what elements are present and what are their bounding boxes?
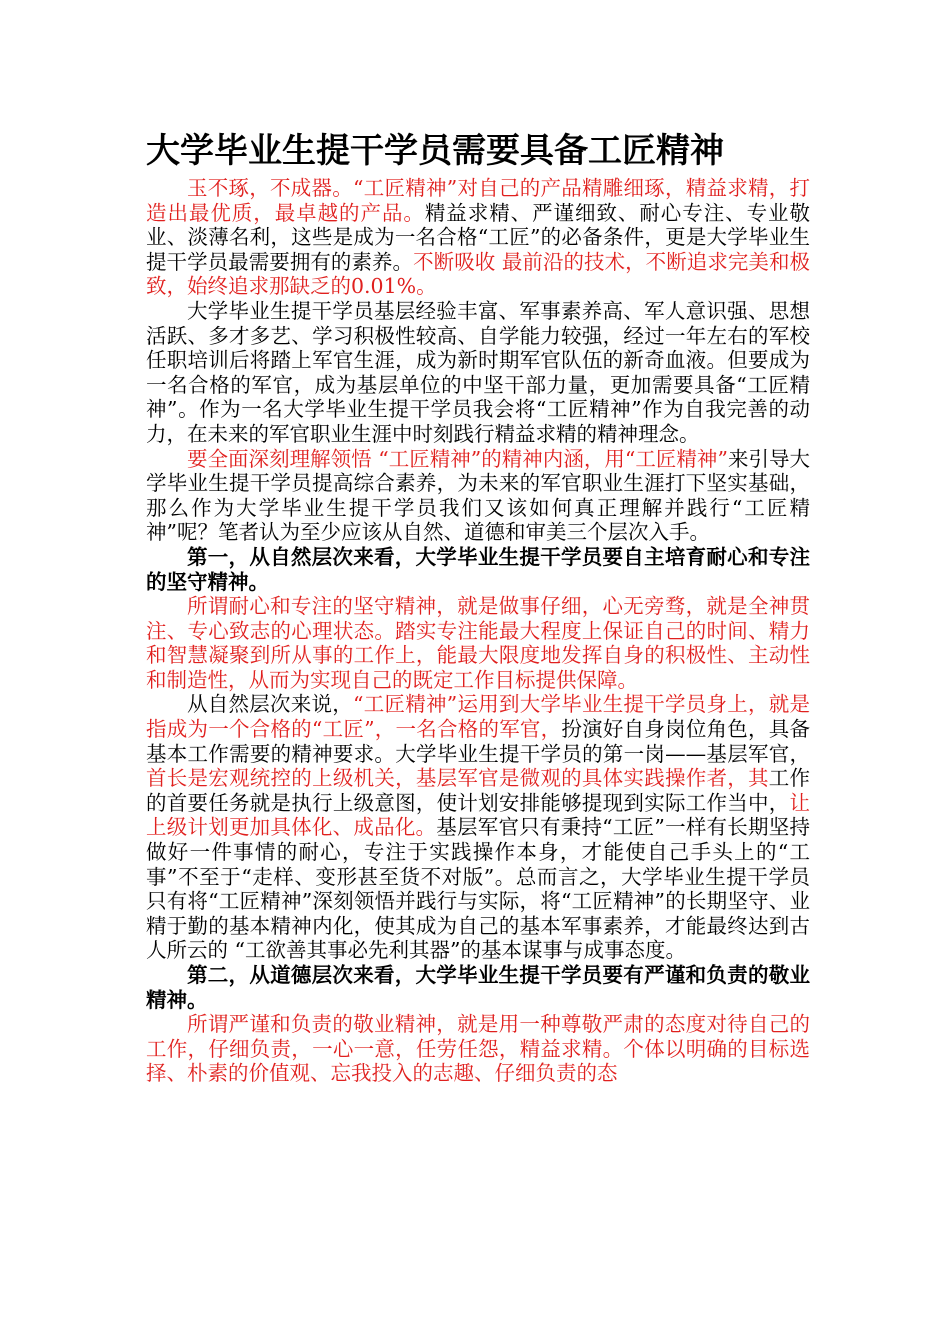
text-run: 工作的首要任务就是执行上级意图，使计划安排能够提现到实际工作当中， [146, 766, 811, 815]
highlighted-text-run: 不断吸收 最前沿的技术，不断追求完美和极致，始终追求那缺乏的0.01%。 [146, 249, 811, 299]
text-run: 来引导大学毕业生提干学员提高综合素养，为未来的军官职业生涯打下坚实基础，那么作为大学毕业生提干学员我们又该如何真正理解并践行“工匠精神”呢？笔者认为至少应该从自然、道德和审美三个层次入手。 [146, 446, 811, 545]
text-run: 扮演好自身岗位角色，具备基本工作需要的精神要求。大学毕业生提干学员的第一岗——基层军官， [146, 717, 810, 766]
text-run: 大学毕业生提干学员基层经验丰富、军事素养高、军人意识强、思想活跃、多才多艺、学习积极性较高、自学能力较强，经过一年左右的军校任职培训后将踏上军官生涯，成为新时期军官队伍的新奇血液。但要成为一名合格的军官，成为基层单位的中坚干部力量，更加需要具备“工匠精神”。作为一名大学毕业生提干学员我会将“工匠精神”作为自我完善的动力，在未来的军官职业生涯中时刻践行精益求精的精神理念。 [146, 298, 810, 446]
section-heading-paragraph [146, 963, 810, 1012]
highlighted-text-run: 要全面深刻理解领悟 “工匠精神”的精神内涵，用“工匠精神” [187, 446, 728, 471]
text-run: 精益求精、严谨细致、耐心专注、专业敬业、淡薄名利，这些是成为一名合格“工匠”的必备条件，更是大学毕业生提干学员最需要拥有的素养。 [146, 200, 811, 274]
body-paragraph [146, 447, 810, 545]
body-paragraph [146, 299, 810, 447]
text-run: 从自然层次来说， [187, 692, 354, 717]
document-title: 大学毕业生提干学员需要具备工匠精神 [146, 131, 724, 171]
body-paragraph [146, 594, 810, 692]
section-heading-paragraph [146, 545, 810, 594]
highlighted-text-run: 所谓严谨和负责的敬业精神，就是用一种尊敬严肃的态度对待自己的工作，仔细负责，一心一意，任劳任怨，精益求精。个体以明确的目标选择、朴素的价值观、忘我投入的志趣、仔细负责的态 [146, 1012, 810, 1086]
document-body [146, 176, 810, 1086]
text-run: 第二，从道德层次来看，大学毕业生提干学员要有严谨和负责的敬业精神。 [146, 963, 810, 1012]
highlighted-text-run: 让上级计划更加具体化、成品化。 [146, 790, 810, 840]
body-paragraph [146, 176, 810, 299]
highlighted-text-run: 所谓耐心和专注的坚守精神，就是做事仔细，心无旁骛，就是全神贯注、专心致志的心理状态。踏实专注能最大程度上保证自己的时间、精力和智慧凝聚到所从事的工作上，能最大限度地发挥自身的积极性、主动性和制造性，从而为实现自己的既定工作目标提供保障。 [146, 594, 810, 692]
body-paragraph [146, 1012, 810, 1086]
body-paragraph [146, 692, 810, 963]
highlighted-text-run: “工匠精神”运用到大学毕业生提干学员身上，就是指成为一个合格的“工匠”，一名合格的军官， [146, 692, 810, 742]
highlighted-text-run: 玉不琢，不成器。“工匠精神”对自己的产品精雕细琢，精益求精，打造出最优质，最卓越的产品。 [146, 176, 810, 225]
highlighted-text-run: 首长是宏观统控的上级机关，基层军官是微观的具体实践操作者，其 [146, 766, 769, 791]
text-run: 基层军官只有秉持“工匠”一样有长期坚持做好一件事情的耐心，专注于实践操作本身，才能使自己手头上的“工事”不至于“走样、变形甚至货不对版”。总而言之，大学毕业生提干学员只有将“工匠精神”深刻领悟并践行与实际，将“工匠精神”的长期坚守、业精于勤的基本精神内化，使其成为自己的基本军事素养，才能最终达到古人所云的 “工欲善其事必先利其器”的基本谋事与成事态度。 [146, 815, 810, 963]
document-page [146, 128, 810, 1086]
text-run: 第一，从自然层次来看，大学毕业生提干学员要自主培育耐心和专注的坚守精神。 [146, 544, 810, 594]
